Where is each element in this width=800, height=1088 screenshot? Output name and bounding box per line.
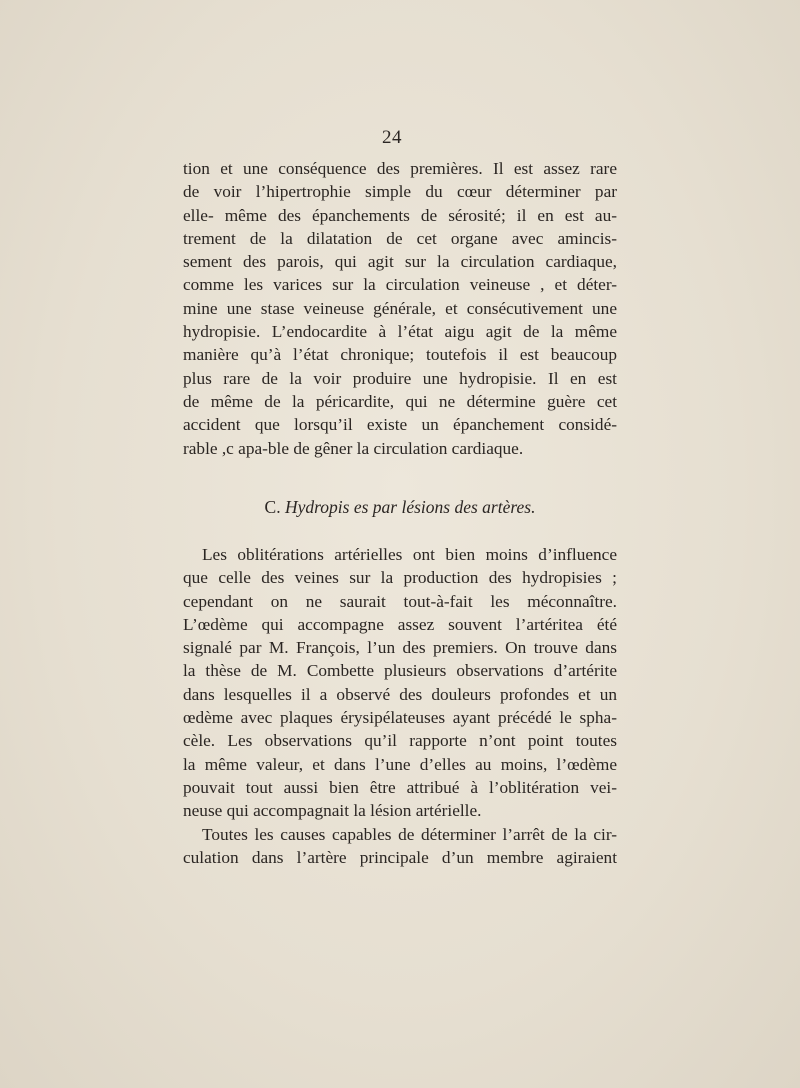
paragraph-cardiac-causes: [183, 157, 617, 460]
section-heading: [183, 495, 617, 519]
text-line: dans lesquelles il a observé des douleurs profondes et un: [183, 684, 617, 704]
text-line: mine une stase veineuse générale, et consécutivement une: [183, 298, 617, 318]
text-line: la thèse de M. Combette plusieurs observations d’artérite: [183, 661, 617, 681]
text-line: signalé par M. François, l’un des premiers. On trouve dans: [183, 638, 617, 658]
text-line: accident que lorsqu’il existe un épanchement considé-: [183, 415, 617, 435]
text-line: la même valeur, et dans l’une d’elles au moins, l’œdème: [183, 754, 617, 774]
text-line: comme les varices sur la circulation veineuse , et déter-: [183, 275, 617, 295]
text-line: Les oblitérations artérielles ont bien moins d’influence: [202, 545, 617, 564]
text-line: neuse qui accompagnait la lésion artérielle.: [183, 801, 482, 821]
text-line: culation dans l’artère principale d’un membre agiraient: [183, 847, 617, 867]
text-line: sement des parois, qui agit sur la circulation cardiaque,: [183, 252, 617, 272]
page-number: 24: [382, 127, 402, 148]
text-line: elle- même des épanchements de sérosité; il en est au-: [183, 205, 617, 225]
text-line: de voir l’hipertrophie simple du cœur déterminer par: [183, 182, 617, 202]
text-line: de même de la péricardite, qui ne détermine guère cet: [183, 391, 617, 411]
text-line: pouvait tout aussi bien être attribué à l’oblitération vei-: [183, 777, 617, 797]
text-line: cèle. Les observations qu’il rapporte n’ont point toutes: [183, 731, 617, 751]
text-line: plus rare de la voir produire une hydropisie. Il en est: [183, 368, 617, 388]
paragraph-arterial-causes: [183, 543, 617, 869]
text-line: hydropisie. L’endocardite à l’état aigu agit de la même: [183, 322, 617, 342]
text-line: œdème avec plaques érysipélateuses ayant précédé le spha-: [183, 708, 617, 728]
section-title: Hydropis es par lésions des artères.: [284, 497, 536, 517]
text-line: rable ,c apa-ble de gêner la circulation cardiaque.: [183, 438, 524, 458]
text-line: tion et une conséquence des premières. Il est assez rare: [183, 159, 617, 178]
section-letter: C.: [264, 497, 281, 517]
text-line: Toutes les causes capables de déterminer l’arrêt de la cir-: [202, 824, 617, 844]
text-line: que celle des veines sur la production des hydropisies ;: [183, 568, 617, 588]
text-line: manière qu’à l’état chronique; toutefois il est beaucoup: [183, 345, 617, 365]
text-line: L’œdème qui accompagne assez souvent l’artéritea été: [183, 614, 617, 634]
text-line: trement de la dilatation de cet organe avec amincis-: [183, 228, 617, 248]
text-line: cependant on ne saurait tout-à-fait les méconnaître.: [183, 591, 617, 611]
